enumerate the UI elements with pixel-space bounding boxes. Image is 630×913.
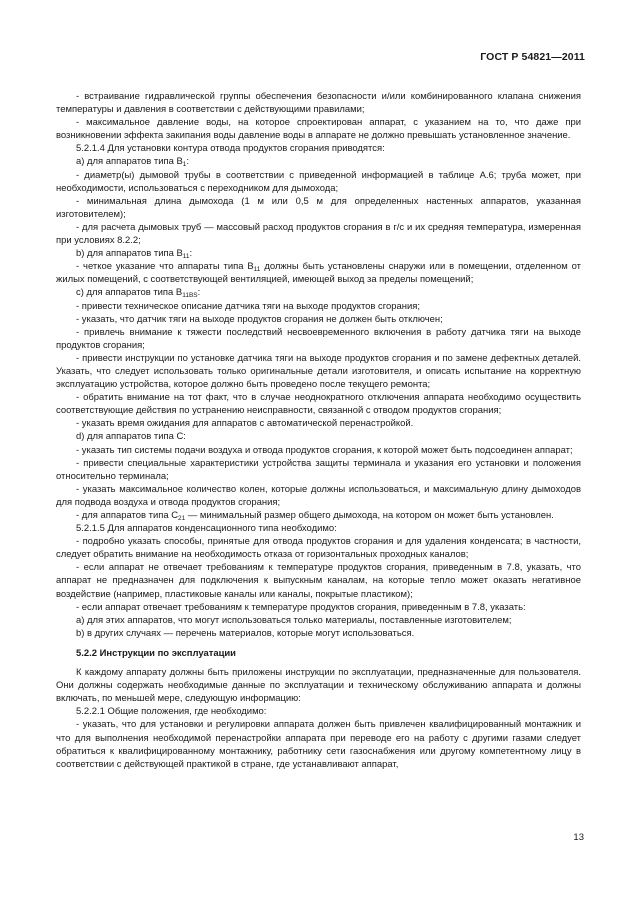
text-run: - минимальная длина дымохода (1 м или 0,5 м для определенных настенных аппаратов, указанная изготовителем); (56, 195, 581, 220)
text-run: - указать тип системы подачи воздуха и отвода продуктов сгорания, к которой может быть подсоединен аппарат; (76, 444, 573, 456)
paragraph (56, 718, 581, 770)
text-run: c) для аппаратов типа B (76, 287, 183, 299)
document-header: ГОСТ Р 54821—2011 (480, 51, 585, 63)
text-run: 5.2.1.5 Для аппаратов конденсационного типа необходимо: (76, 523, 337, 535)
text-run: : (189, 248, 193, 260)
paragraph (56, 627, 581, 640)
paragraph (56, 221, 581, 247)
section-heading (56, 647, 581, 660)
text-run: - если аппарат отвечает требованиям к температуре продуктов сгорания, приведенным в 7.8, указать: (76, 601, 526, 613)
paragraph (56, 522, 581, 535)
paragraph (56, 352, 581, 391)
paragraph (56, 483, 581, 509)
text-run: - для расчета дымовых труб — массовый расход продуктов сгорания в г/с и их средняя температура, измеренная при условиях 8.2.2; (56, 221, 581, 247)
paragraph (56, 430, 581, 443)
paragraph (56, 142, 581, 155)
text-run: - указать максимальное количество колен, которые должны использоваться, и максимальную длину дымоходов для подвода воздуха и отвода продуктов сгорания; (56, 483, 581, 508)
subscript: 1 (182, 161, 187, 169)
text-run: a) для аппаратов типа B (76, 156, 183, 168)
document-body (56, 90, 581, 771)
paragraph (56, 561, 581, 600)
paragraph (56, 601, 581, 614)
paragraph (56, 666, 581, 705)
text-run: - указать, что для установки и регулировки аппарата должен быть привлечен квалифицированный монтажник и что для выполнения необходимой перенастройки аппарата при переводе его на работу с другими газами следует обратиться к квалифицированному монтажнику, работнику сети газоснабжения или другому компетентному лицу в соответствии с действующей практикой в стране, где устанавливают аппарат, (56, 719, 581, 770)
subscript: 21 (178, 515, 186, 522)
text-run: - диаметр(ы) дымовой трубы в соответствии с приведенной информацией в таблице А.6; труба может, при необходимости, использоваться с переходником для дымохода; (56, 169, 581, 194)
text-run: b) для аппаратов типа B (76, 248, 183, 260)
paragraph (56, 614, 581, 627)
text-run: - встраивание гидравлической группы обеспечения безопасности и/или комбинированного клапана снижения температуры и давления в соответствии с действующими правилами; (56, 91, 581, 116)
paragraph (56, 509, 581, 522)
paragraph (56, 247, 581, 260)
paragraph (56, 535, 581, 561)
text-run: 5.2.2.1 Общие положения, где необходимо: (76, 706, 267, 718)
text-run: : (197, 287, 201, 299)
paragraph (56, 391, 581, 417)
paragraph (56, 169, 581, 195)
paragraph (56, 260, 581, 286)
paragraph (56, 300, 581, 313)
paragraph (56, 417, 581, 430)
text-run: - указать время ожидания для аппаратов с автоматической перенастройкой. (76, 418, 414, 430)
paragraph (56, 444, 581, 457)
text-run: 5.2.2 Инструкции по эксплуатации (76, 647, 236, 659)
text-run: - привести техническое описание датчика тяги на выходе продуктов сгорания; (76, 300, 420, 312)
paragraph (56, 326, 581, 352)
paragraph (56, 313, 581, 326)
paragraph (56, 90, 581, 116)
page-number: 13 (573, 832, 584, 843)
paragraph (56, 116, 581, 142)
subscript: 11BS (182, 292, 198, 300)
paragraph (56, 286, 581, 299)
text-run: К каждому аппарату должны быть приложены инструкции по эксплуатации, предназначенные для пользователя. Они должны содержать необходимые данные по эксплуатации и техническому обслуживанию аппарата и должны включать, по меньшей мере, следующую информацию: (56, 667, 581, 705)
text-run: - привлечь внимание к тяжести последствий несвоевременного включения в работу датчика тяги на выходе продуктов сгорания; (56, 326, 581, 351)
paragraph (56, 155, 581, 168)
text-run: - привести инструкции по установке датчика тяги на выходе продуктов сгорания и по замене дефектных деталей. Указать, что следует использовать только оригинальные детали изготовителя, и описать испытание на корректную эксплуатацию устройства, которое должно быть проведено после текущего ремонта; (56, 352, 581, 391)
text-run: b) в других случаях — перечень материалов, которые могут использоваться. (76, 627, 415, 639)
text-run: - если аппарат не отвечает требованиям к температуре продуктов сгорания, приведенным в 7.8, указать, что аппарат не предназначен для подключения к выпускным каналам, на которые тепло может оказать негативное воздействие (например, пластиковые каналы или каналы, покрытые пластиком); (56, 562, 581, 600)
text-run: - четкое указание что аппараты типа B (76, 261, 254, 273)
text-run: : (186, 156, 189, 168)
text-run: — минимальный размер общего дымохода, на котором он может быть установлен. (185, 510, 554, 521)
text-run: - указать, что датчик тяги на выходе продуктов сгорания не должен быть отключен; (76, 313, 443, 325)
text-run: должны быть установлены снаружи или в помещении, отделенном от жилых помещений, с соответствующей вентиляцией, имеющей выход за пределы помещений; (56, 261, 582, 286)
text-run: - максимальное давление воды, на которое спроектирован аппарат, с указанием на то, что даже при возникновении эффекта закипания воды давление воды в аппарате не должно превышать установленное значение. (56, 117, 581, 142)
text-run: - подробно указать способы, принятые для отвода продуктов сгорания и для удаления конденсата; в частности, следует обратить внимание на необходимость отказа от горизонтальных проходных каналов; (56, 536, 581, 561)
text-run: - для аппаратов типа C (76, 510, 179, 521)
subscript: 11 (253, 266, 261, 274)
subscript: 11 (182, 253, 190, 261)
text-run: d) для аппаратов типа С: (76, 431, 186, 443)
text-run: a) для этих аппаратов, что могут использоваться только материалы, поставленные изготовителем; (76, 614, 512, 626)
text-run: - обратить внимание на тот факт, что в случае неоднократного отключения аппарата необходимо осуществить соответствующие действия по устранению неисправности, связанной с отводом продуктов сгорания; (56, 392, 581, 417)
text-run: - привести специальные характеристики устройства защиты терминала и указания его установки и положения относительно терминала; (56, 457, 581, 482)
paragraph (56, 457, 581, 483)
text-run: 5.2.1.4 Для установки контура отвода продуктов сгорания приводятся: (76, 143, 385, 155)
paragraph (56, 705, 581, 718)
paragraph (56, 195, 581, 221)
